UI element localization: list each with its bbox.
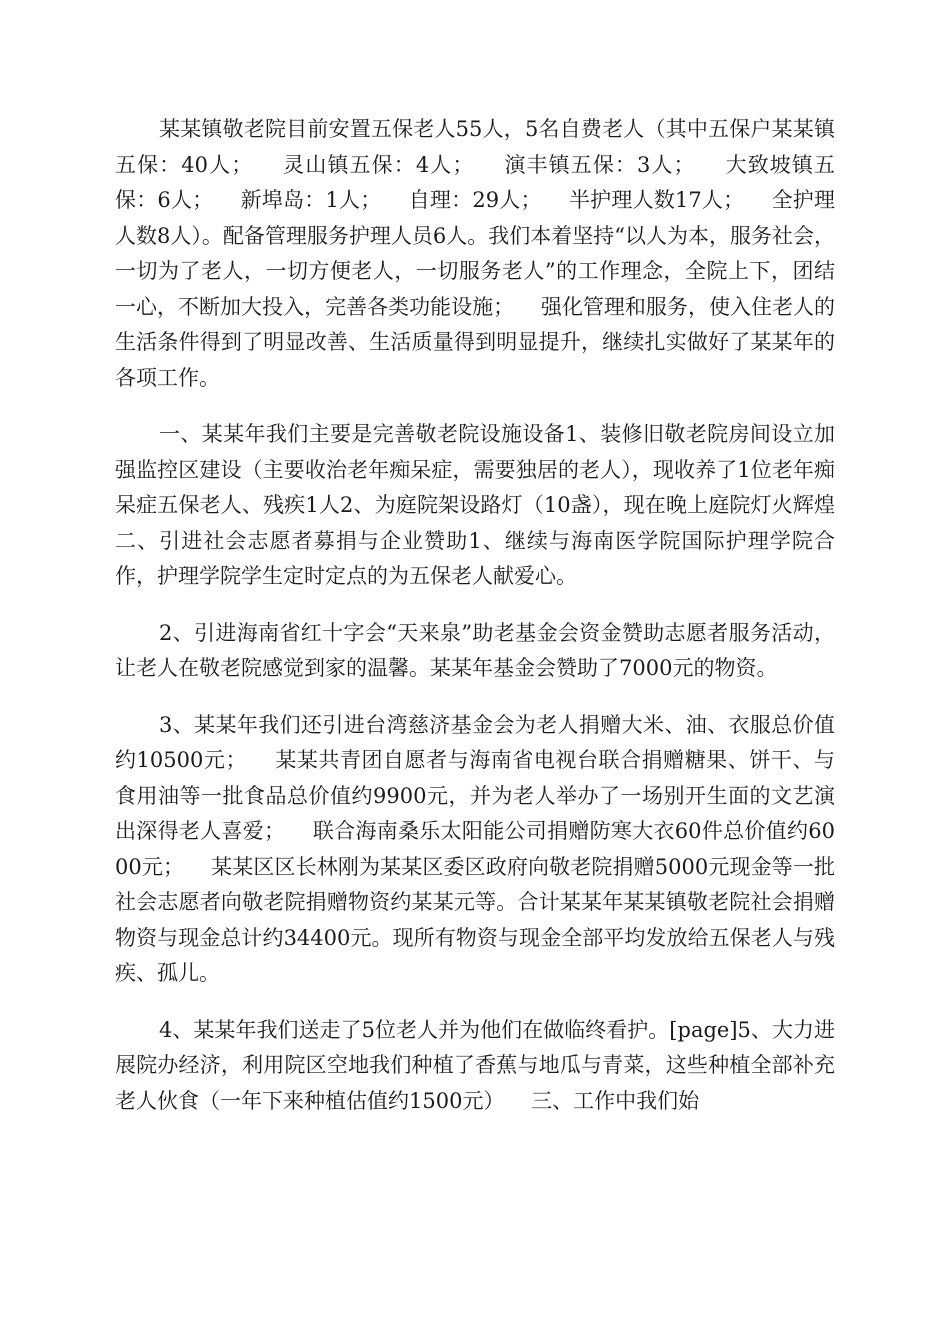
- paragraph-item-3: 3、某某年我们还引进台湾慈济基金会为老人捐赠大米、油、衣服总价值约10500元； 某某共青团自愿者与海南省电视台联合捐赠糖果、饼干、与食用油等一批食品总价值约9900元，并为老人举办了一场别开生面的文艺演出深得老人喜爱； 联合海南桑乐太阳能公司捐赠防寒大衣60件总价值约6000元； 某某区区长林刚为某某区委区政府向敬老院捐赠5000元现金等一批社会志愿者向敬老院捐赠物资约某某元等。合计某某年某某镇敬老院社会捐赠物资与现金总计约34400元。现所有物资与现金全部平均发放给五保老人与残疾、孤儿。: [115, 712, 835, 985]
- paragraph-item-2: 2、引进海南省红十字会“天来泉”助老基金会资金赞助志愿者服务活动，让老人在敬老院感觉到家的温馨。某某年基金会赞助了7000元的物资。: [115, 620, 835, 680]
- document-body: [115, 112, 835, 1140]
- paragraph-overview: 某某镇敬老院目前安置五保老人55人，5名自费老人（其中五保户某某镇五保：40人； 灵山镇五保：4人； 演丰镇五保：3人； 大致坡镇五保：6人； 新埠岛：1人； 自理：29人； 半护理人数17人； 全护理人数8人）。配备管理服务护理人员6人。我们本着坚持“以人为本，服务社会，一切为了老人，一切方便老人，一切服务老人”的工作理念，全院上下，团结一心，不断加大投入，完善各类功能设施； 强化管理和服务，使入住老人的生活条件得到了明显改善、生活质量得到明显提升，继续扎实做好了某某年的各项工作。: [115, 117, 835, 390]
- paragraph-section-one: 一、某某年我们主要是完善敬老院设施设备1、装修旧敬老院房间设立加强监控区建设（主要收治老年痴呆症，需要独居的老人），现收养了1位老年痴呆症五保老人、残疾1人2、为庭院架设路灯（10盏），现在晚上庭院灯火辉煌二、引进社会志愿者募捐与企业赞助1、继续与海南医学院国际护理学院合作，护理学院学生定时定点的为五保老人献爱心。: [115, 422, 835, 588]
- paragraph-item-4: 4、某某年我们送走了5位老人并为他们在做临终看护。[page]5、大力进展院办经济，利用院区空地我们种植了香蕉与地瓜与青菜，这些种植全部补充老人伙食（一年下来种植估值约1500元） 三、工作中我们始: [115, 1017, 835, 1113]
